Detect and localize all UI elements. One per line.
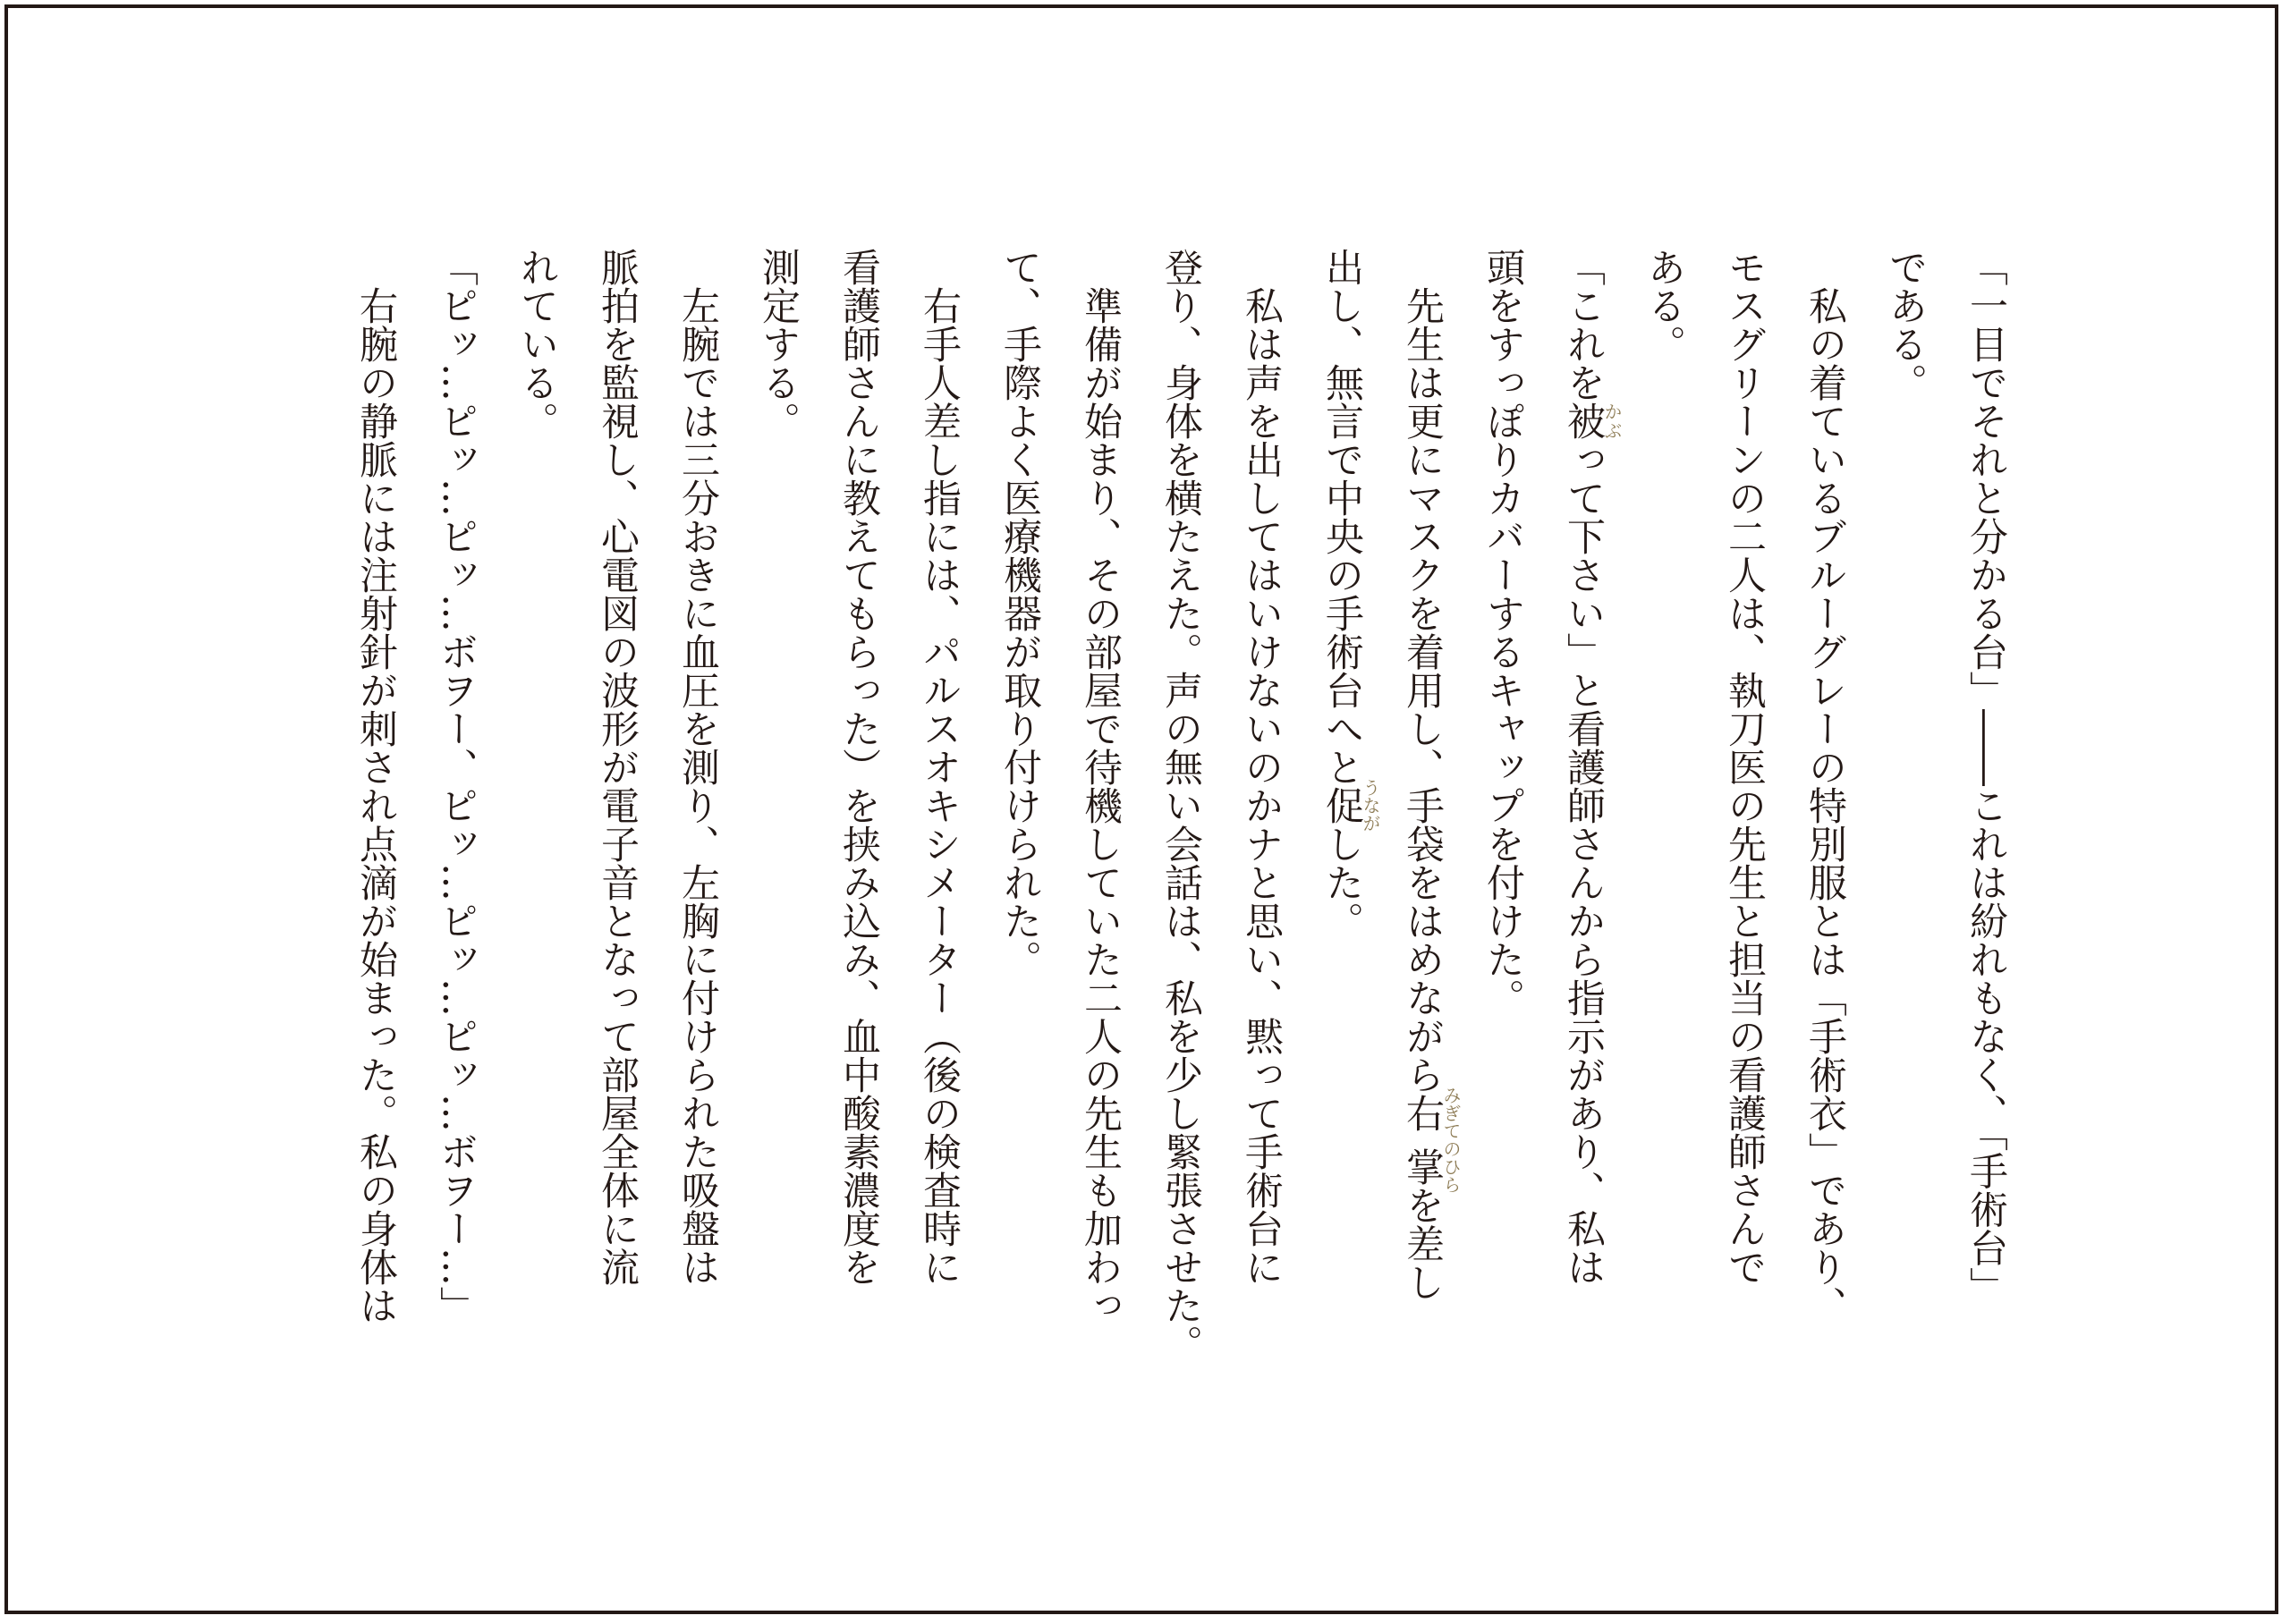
ruby-kabu-reading: かぶ bbox=[1601, 402, 1623, 440]
text-line-1: 「一目でそれと分かる台」――これは紛れもなく、「手術台」 bbox=[1963, 248, 2008, 1306]
text-line-22: 右腕の静脈には注射針が刺され点滴が始まった。私の身体は bbox=[353, 248, 398, 1324]
text-line-11: 私は声を出してはいけないのかナと思い、黙って手術台に bbox=[1239, 248, 1284, 1286]
text-line-19: 脈拍を監視し、心電図の波形が電子音となって部屋全体に流 bbox=[595, 248, 640, 1286]
text-line-4: モスグリーンの二人は、執刀医の先生と担当の看護師さんで bbox=[1722, 248, 1767, 1286]
text-line-8: 頭をすっぽりカバーするキャップを付けた。 bbox=[1480, 248, 1525, 1017]
text-line-2: である。 bbox=[1883, 248, 1928, 402]
text-line-15: 右手人差し指には、パルスオキシメーター（後の検査時に bbox=[917, 248, 962, 1286]
text-line-20: れている。 bbox=[514, 248, 559, 440]
ruby-migitenohira: 右掌みぎてのひら bbox=[1400, 1086, 1462, 1194]
ruby-kabu: 被かぶ bbox=[1561, 402, 1623, 440]
text-line-10 bbox=[1302, 248, 1382, 1455]
text-line-17: 測定する。 bbox=[756, 248, 801, 440]
text-line-10-a: 出し、無言で中央の手術台へと bbox=[1319, 248, 1364, 786]
text-line-14: て、手際よく医療機器が取り付けられた。 bbox=[997, 248, 1042, 978]
text-line-9-a: 先生は更にマスクを着用し、手袋をはめながら bbox=[1400, 248, 1445, 1094]
ruby-migitenohira-reading: みぎてのひら bbox=[1440, 1086, 1462, 1194]
text-line-13: 準備が始まり、その部屋で待機していた二人の先生も加わっ bbox=[1078, 248, 1123, 1324]
text-line-7-b: って下さい」と看護師さんから指示があり、私は bbox=[1561, 440, 1606, 1286]
ruby-unaga-reading: うなが bbox=[1360, 778, 1381, 833]
text-line-9 bbox=[1382, 248, 1463, 1455]
text-line-10-b: した。 bbox=[1319, 825, 1364, 940]
text-line-9-b: を差し bbox=[1400, 1186, 1445, 1301]
ruby-unaga: 促うなが bbox=[1319, 778, 1381, 833]
text-line-5: ある。 bbox=[1641, 248, 1686, 363]
text-line-7 bbox=[1543, 248, 1624, 1455]
text-line-7-a: 「これを bbox=[1561, 248, 1606, 402]
vertical-text-body bbox=[335, 248, 2026, 1455]
text-line-21: 「ピッ…ピッ…ピッ…ボヲー、ピッ…ピッ…ピッ…ボヲー…」 bbox=[434, 248, 479, 1324]
text-line-12: 登り、身体を横たえた。声の無い会話は、私を少し緊張させた。 bbox=[1158, 248, 1203, 1363]
text-line-16: 看護師さんに教えてもらった）を挟み込み、血中酸素濃度を bbox=[836, 248, 881, 1286]
text-line-3: 私の着ているブルーグレーの特別服とは「手術衣」であり、 bbox=[1802, 248, 1847, 1324]
text-line-18: 左腕では三分おきに血圧を測り、左胸に付けられた吸盤は bbox=[675, 248, 720, 1286]
page-frame bbox=[4, 4, 2278, 1614]
